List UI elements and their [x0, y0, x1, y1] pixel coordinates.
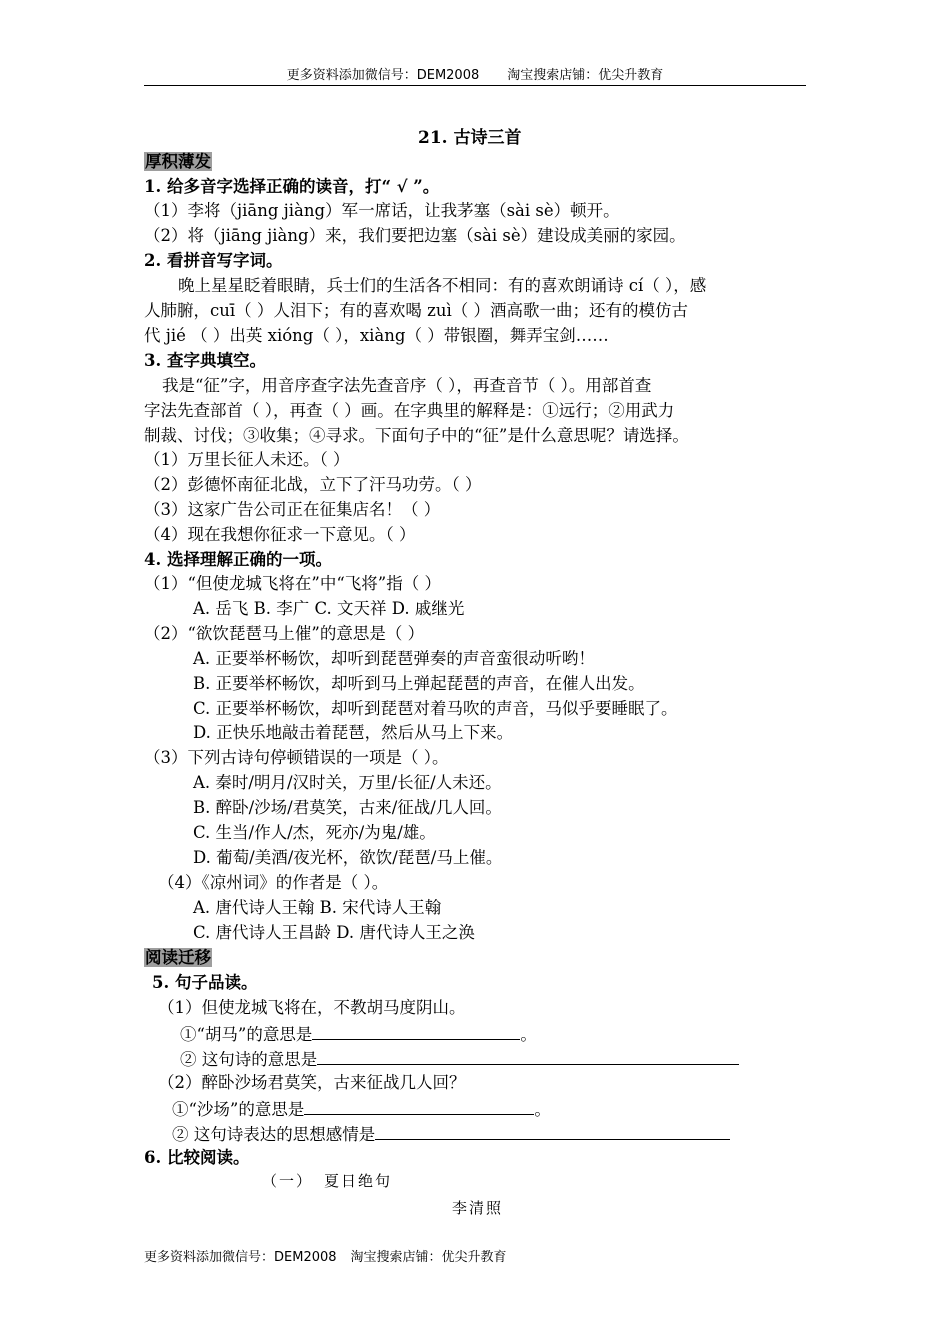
q4-sub-3: （3）下列古诗句停顿错误的一项是（ ）。 — [144, 748, 449, 767]
q5-sub-2-a-label: ①“沙场”的意思是 — [172, 1100, 305, 1119]
q4-sub-3-option-c: C. 生当/作人/杰，死亦/为鬼/雄。 — [193, 823, 436, 842]
page-header — [144, 64, 806, 83]
q4-sub-3-option-d: D. 葡萄/美酒/夜光杯，欲饮/琵琶/马上催。 — [193, 848, 503, 867]
q4-title: 4. 选择理解正确的一项。 — [144, 550, 332, 569]
page-footer — [144, 1246, 507, 1265]
q5-title: 5. 句子品读。 — [152, 973, 258, 992]
q2-line-1: 晚上星星眨着眼睛，兵士们的生活各不相同：有的喜欢朗诵诗 cí（ ），感 — [178, 276, 707, 295]
q5-sub-2: （2）醉卧沙场君莫笑，古来征战几人回？ — [158, 1073, 466, 1092]
q3-item-1: （1）万里长征人未还。（ ） — [144, 450, 350, 469]
q5-sub-1-b — [180, 1048, 739, 1070]
answer-blank[interactable] — [375, 1123, 730, 1140]
header-rule — [144, 85, 806, 86]
q3-item-3: （3）这家广告公司正在征集店名！（ ） — [144, 500, 441, 519]
q5-sub-2-b — [172, 1123, 730, 1145]
section-heading-1: 厚积薄发 — [145, 152, 211, 171]
q4-sub-2-option-b: B. 正要举杯畅饮，却听到马上弹起琵琶的声音，在催人出发。 — [193, 674, 645, 693]
q4-sub-2-option-a: A. 正要举杯畅饮，却听到琵琶弹奏的声音蛮很动听哟！ — [193, 649, 595, 668]
footer-shop: 淘宝搜索店铺：优尖升教育 — [350, 1250, 507, 1265]
poem-author: 李清照 — [452, 1199, 504, 1217]
q4-sub-4-options-2: C. 唐代诗人王昌龄 D. 唐代诗人王之涣 — [193, 923, 475, 942]
answer-blank[interactable] — [312, 1023, 520, 1040]
q4-sub-2-option-d: D. 正快乐地敲击着琵琶，然后从马上下来。 — [193, 723, 514, 742]
q3-line-2: 字法先查部首（ ），再查（ ）画。在字典里的解释是：①远行；②用武力 — [144, 401, 675, 420]
q4-sub-1-options: A. 岳飞 B. 李广 C. 文天祥 D. 戚继光 — [193, 599, 465, 618]
section-heading-2: 阅读迁移 — [145, 948, 211, 967]
answer-blank[interactable] — [317, 1048, 739, 1065]
header-wechat: 更多资料添加微信号：DEM2008 — [286, 68, 480, 83]
q4-sub-1: （1）“但使龙城飞将在”中“飞将”指（ ） — [144, 574, 441, 593]
q5-sub-1-b-label: ② 这句诗的意思是 — [180, 1050, 318, 1069]
q6-title: 6. 比较阅读。 — [144, 1148, 250, 1167]
q3-title: 3. 查字典填空。 — [144, 351, 266, 370]
q5-sub-2-a — [172, 1098, 551, 1120]
q3-line-3: 制裁、讨伐；③收集；④寻求。下面句子中的“征”是什么意思呢？请选择。 — [144, 426, 689, 445]
q2-line-3: 代 jié （ ）出英 xióng（ ），xiàng（ ）带银圈，舞弄宝剑…… — [144, 326, 609, 345]
q5-sub-1: （1）但使龙城飞将在，不教胡马度阴山。 — [158, 998, 466, 1017]
q5-sub-1-a-end: 。 — [520, 1025, 537, 1044]
footer-wechat: 更多资料添加微信号：DEM2008 — [144, 1250, 337, 1265]
q3-item-2: （2）彭德怀南征北战，立下了汗马功劳。（ ） — [144, 475, 482, 494]
q5-sub-2-b-label: ② 这句诗表达的思想感情是 — [172, 1125, 376, 1144]
header-shop: 淘宝搜索店铺：优尖升教育 — [507, 68, 664, 83]
q5-sub-1-a — [180, 1023, 537, 1045]
page-title: 21. 古诗三首 — [418, 128, 522, 148]
q1-line-2: （2）将（jiāng jiàng）来，我们要把边塞（sài sè）建设成美丽的家园。 — [144, 226, 686, 245]
q4-sub-3-option-a: A. 秦时/明月/汉时关，万里/长征/人未还。 — [193, 773, 502, 792]
q4-sub-2: （2）“欲饮琵琶马上催”的意思是（ ） — [144, 624, 425, 643]
q4-sub-3-option-b: B. 醉卧/沙场/君莫笑，古来/征战/几人回。 — [193, 798, 502, 817]
q4-sub-4-options-1: A. 唐代诗人王翰 B. 宋代诗人王翰 — [193, 898, 442, 917]
poem-title: （一） 夏日绝句 — [262, 1172, 393, 1190]
q1-line-1: （1）李将（jiāng jiàng）军一席话，让我茅塞（sài sè）顿开。 — [144, 201, 620, 220]
q3-line-1: 我是“征”字，用音序查字法先查音序（ ），再查音节（ ）。用部首查 — [162, 376, 652, 395]
answer-blank[interactable] — [304, 1098, 534, 1115]
q5-sub-2-a-end: 。 — [534, 1100, 551, 1119]
q4-sub-4: （4）《凉州词》的作者是（ ）。 — [158, 873, 389, 892]
q2-title: 2. 看拼音写字词。 — [144, 251, 283, 270]
q4-sub-2-option-c: C. 正要举杯畅饮，却听到琵琶对着马吹的声音，马似乎要睡眠了。 — [193, 699, 678, 718]
q2-line-2: 人肺腑，cuī（ ）人泪下；有的喜欢喝 zuì（ ）酒高歌一曲；还有的模仿古 — [144, 301, 688, 320]
q3-item-4: （4）现在我想你征求一下意见。（ ） — [144, 525, 416, 544]
q5-sub-1-a-label: ①“胡马”的意思是 — [180, 1025, 313, 1044]
q1-title: 1. 给多音字选择正确的读音，打“ √ ”。 — [144, 177, 440, 196]
